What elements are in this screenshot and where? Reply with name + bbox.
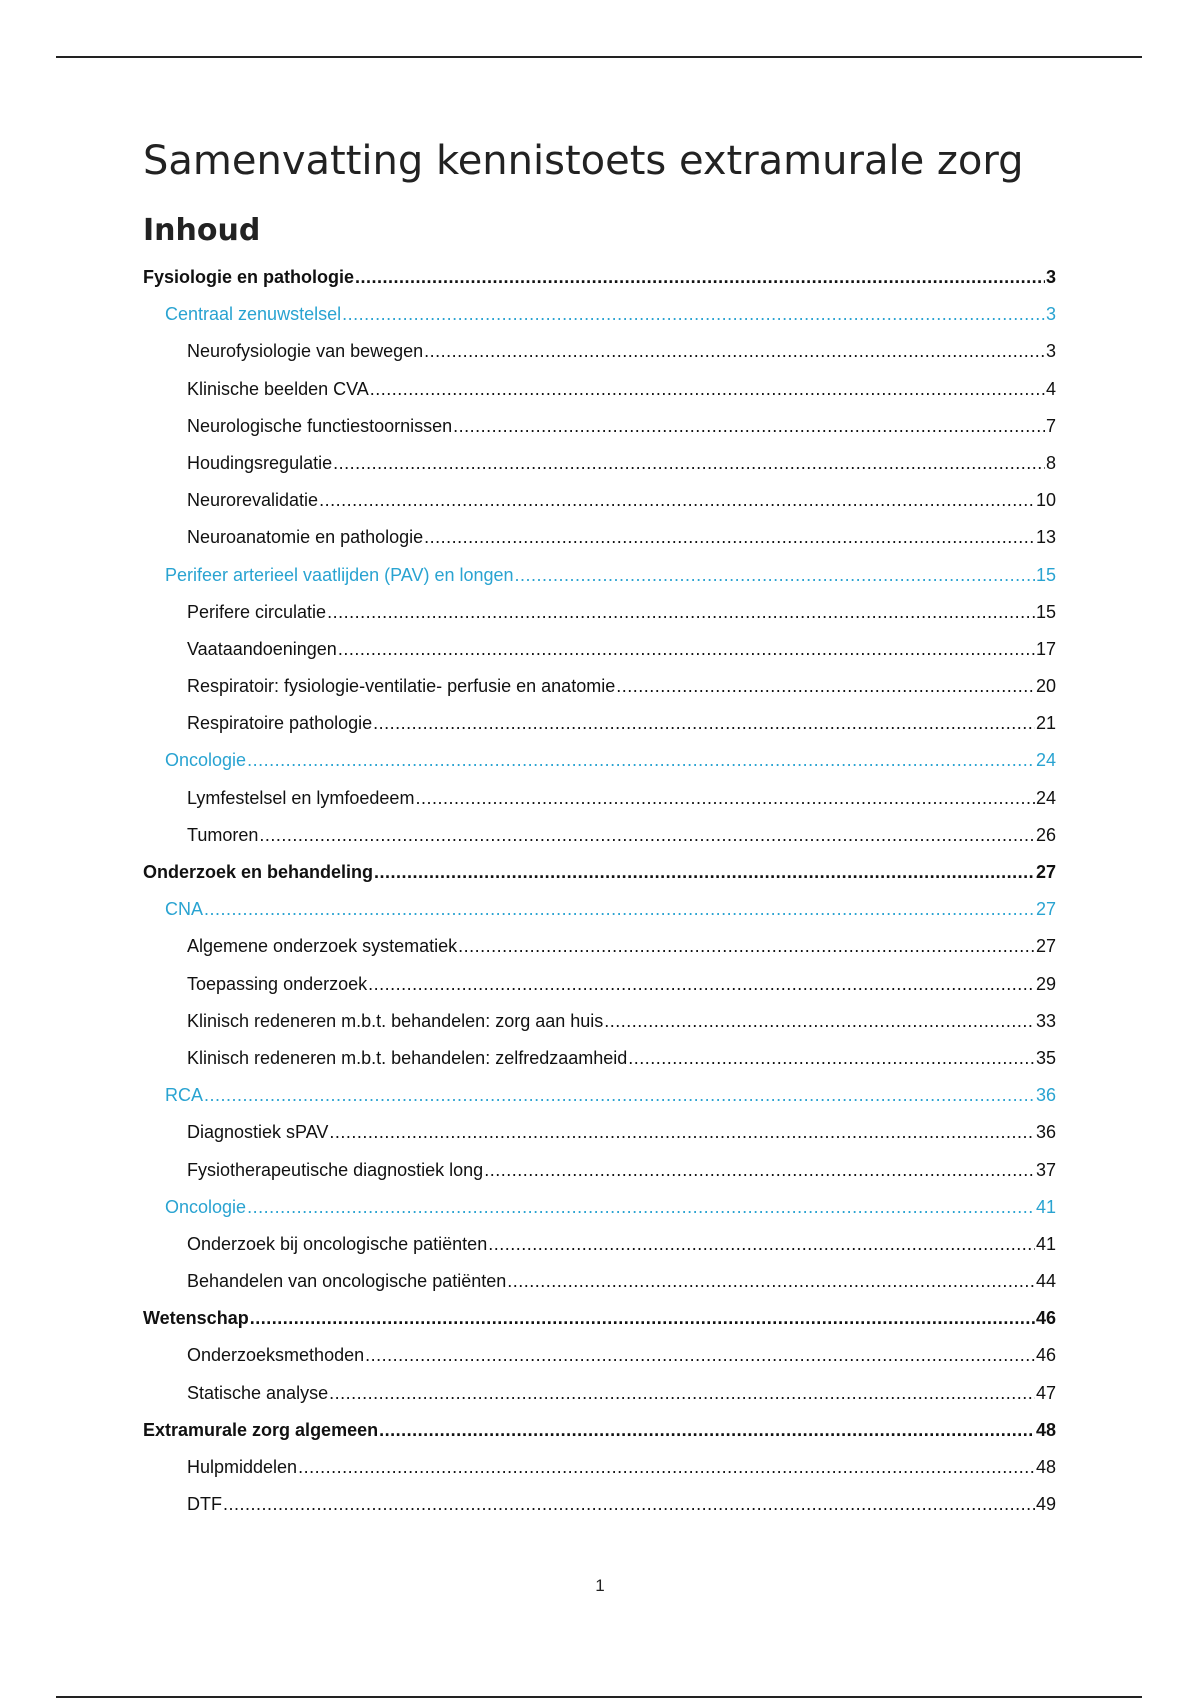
toc-entry-label: Statische analyse bbox=[187, 1382, 329, 1403]
toc-entry-label: Perifeer arterieel vaatlijden (PAV) en longen bbox=[165, 564, 514, 585]
toc-entry-label: Respiratoire pathologie bbox=[187, 713, 373, 734]
toc-dot-leader bbox=[424, 333, 1045, 370]
toc-entry[interactable] bbox=[143, 854, 1056, 891]
toc-entry-page: 26 bbox=[1035, 824, 1056, 845]
toc-entry[interactable] bbox=[143, 333, 1056, 370]
toc-entry-page: 20 bbox=[1035, 676, 1056, 697]
toc-entry[interactable] bbox=[143, 1412, 1056, 1449]
page-number: 1 bbox=[595, 1576, 605, 1595]
toc-entry-page: 48 bbox=[1035, 1419, 1056, 1440]
toc-dot-leader bbox=[329, 1114, 1035, 1151]
toc-entry[interactable] bbox=[143, 1449, 1056, 1486]
toc-entry-page: 15 bbox=[1035, 564, 1056, 585]
toc-entry-page: 21 bbox=[1035, 713, 1056, 734]
toc-dot-leader bbox=[204, 1077, 1035, 1114]
toc-entry-label: Algemene onderzoek systematiek bbox=[187, 936, 458, 957]
toc-entry-label: Hulpmiddelen bbox=[187, 1457, 298, 1477]
toc-entry-label: Klinische beelden CVA bbox=[187, 378, 369, 399]
toc-entry[interactable] bbox=[143, 1152, 1056, 1189]
toc-entry-label: Onderzoeksmethoden bbox=[187, 1345, 365, 1366]
toc-entry-page: 24 bbox=[1035, 750, 1056, 771]
toc-dot-leader bbox=[379, 1412, 1035, 1449]
toc-entry-label: Neurofysiologie van bewegen bbox=[187, 341, 424, 362]
toc-entry-label: RCA bbox=[165, 1085, 204, 1106]
toc-entry[interactable] bbox=[143, 259, 1056, 296]
toc-entry[interactable] bbox=[143, 1003, 1056, 1040]
toc-entry-label: Klinisch redeneren m.b.t. behandelen: zelfredzaamheid bbox=[187, 1047, 628, 1068]
toc-entry-page: 3 bbox=[1045, 304, 1056, 325]
toc-dot-leader bbox=[374, 854, 1035, 891]
toc-entry[interactable] bbox=[143, 594, 1056, 631]
toc-dot-leader bbox=[484, 1152, 1035, 1189]
toc-dot-leader bbox=[453, 408, 1045, 445]
toc-entry-page: 48 bbox=[1035, 1457, 1056, 1477]
toc-entry-label: Houdingsregulatie bbox=[187, 452, 333, 473]
toc-entry[interactable] bbox=[143, 1486, 1056, 1523]
toc-entry-label: Fysiotherapeutische diagnostiek long bbox=[187, 1159, 484, 1180]
toc-entry-label: Diagnostiek sPAV bbox=[187, 1122, 329, 1143]
toc-dot-leader bbox=[247, 742, 1035, 779]
toc-dot-leader bbox=[515, 557, 1035, 594]
toc-entry-page: 46 bbox=[1035, 1345, 1056, 1366]
toc-entry-page: 3 bbox=[1045, 267, 1056, 287]
toc-entry-page: 3 bbox=[1045, 341, 1056, 362]
document-title: Samenvatting kennistoets extramurale zorg bbox=[143, 138, 1024, 184]
toc-dot-leader bbox=[424, 519, 1035, 556]
toc-entry-label: Onderzoek en behandeling bbox=[143, 862, 374, 882]
toc-entry[interactable] bbox=[143, 1337, 1056, 1374]
toc-entry-label: Lymfestelsel en lymfoedeem bbox=[187, 787, 415, 808]
toc-entry[interactable] bbox=[143, 482, 1056, 519]
toc-dot-leader bbox=[507, 1263, 1035, 1300]
toc-entry-page: 37 bbox=[1035, 1159, 1056, 1180]
toc-entry-label: Oncologie bbox=[165, 1196, 247, 1217]
toc-dot-leader bbox=[327, 594, 1035, 631]
toc-entry-page: 35 bbox=[1035, 1047, 1056, 1068]
toc-dot-leader bbox=[616, 668, 1035, 705]
toc-entry[interactable] bbox=[143, 1189, 1056, 1226]
toc-dot-leader bbox=[415, 780, 1035, 817]
toc-entry[interactable] bbox=[143, 1040, 1056, 1077]
toc-entry-page: 27 bbox=[1035, 899, 1056, 920]
toc-entry[interactable] bbox=[143, 1226, 1056, 1263]
toc-entry-label: Perifere circulatie bbox=[187, 601, 327, 622]
toc-dot-leader bbox=[250, 1300, 1035, 1337]
toc-entry-page: 33 bbox=[1035, 1010, 1056, 1031]
toc-entry[interactable] bbox=[143, 780, 1056, 817]
toc-dot-leader bbox=[368, 966, 1035, 1003]
toc-entry-page: 41 bbox=[1035, 1233, 1056, 1254]
toc-dot-leader bbox=[370, 371, 1045, 408]
toc-entry[interactable] bbox=[143, 557, 1056, 594]
toc-heading: Inhoud bbox=[143, 213, 261, 248]
toc-entry[interactable] bbox=[143, 296, 1056, 333]
toc-entry[interactable] bbox=[143, 1263, 1056, 1300]
toc-dot-leader bbox=[488, 1226, 1035, 1263]
toc-entry[interactable] bbox=[143, 928, 1056, 965]
toc-dot-leader bbox=[259, 817, 1035, 854]
toc-entry-page: 49 bbox=[1035, 1494, 1056, 1515]
toc-entry[interactable] bbox=[143, 966, 1056, 1003]
toc-entry[interactable] bbox=[143, 371, 1056, 408]
toc-entry-label: Wetenschap bbox=[143, 1308, 249, 1329]
toc-entry-page: 10 bbox=[1035, 490, 1056, 511]
toc-dot-leader bbox=[319, 482, 1035, 519]
toc-entry[interactable] bbox=[143, 408, 1056, 445]
toc-entry-label: CNA bbox=[165, 899, 204, 920]
toc-entry[interactable] bbox=[143, 817, 1056, 854]
toc-entry[interactable] bbox=[143, 1300, 1056, 1337]
toc-entry-label: DTF bbox=[187, 1494, 222, 1515]
toc-entry[interactable] bbox=[143, 705, 1056, 742]
toc-entry[interactable] bbox=[143, 742, 1056, 779]
toc-entry[interactable] bbox=[143, 445, 1056, 482]
toc-entry-label: Fysiologie en pathologie bbox=[143, 267, 355, 287]
toc-entry-label: Klinisch redeneren m.b.t. behandelen: zorg aan huis bbox=[187, 1010, 604, 1031]
toc-entry-label: Neuroanatomie en pathologie bbox=[187, 527, 424, 548]
footer-rule bbox=[56, 1696, 1142, 1698]
toc-entry[interactable] bbox=[143, 519, 1056, 556]
toc-entry-page: 8 bbox=[1045, 452, 1056, 473]
toc-entry-page: 29 bbox=[1035, 973, 1056, 994]
toc-dot-leader bbox=[365, 1337, 1035, 1374]
toc-dot-leader bbox=[338, 631, 1035, 668]
toc-entry-page: 41 bbox=[1035, 1196, 1056, 1217]
toc-entry-page: 15 bbox=[1035, 601, 1056, 622]
toc-dot-leader bbox=[329, 1375, 1035, 1412]
toc-dot-leader bbox=[333, 445, 1045, 482]
toc-entry-page: 36 bbox=[1035, 1085, 1056, 1106]
toc-dot-leader bbox=[628, 1040, 1035, 1077]
toc-entry-page: 24 bbox=[1035, 787, 1056, 808]
toc-dot-leader bbox=[298, 1449, 1035, 1486]
toc-entry-label: Neurorevalidatie bbox=[187, 490, 319, 511]
toc-dot-leader bbox=[342, 296, 1045, 333]
toc-entry-page: 46 bbox=[1035, 1308, 1056, 1329]
toc-dot-leader bbox=[204, 891, 1035, 928]
toc-entry-label: Oncologie bbox=[165, 750, 247, 771]
toc-entry-page: 27 bbox=[1035, 862, 1056, 882]
table-of-contents bbox=[143, 259, 1056, 1523]
toc-entry[interactable] bbox=[143, 1077, 1056, 1114]
toc-entry-page: 27 bbox=[1035, 936, 1056, 957]
toc-dot-leader bbox=[604, 1003, 1035, 1040]
toc-dot-leader bbox=[247, 1189, 1035, 1226]
toc-entry-label: Vaataandoeningen bbox=[187, 638, 337, 659]
header-rule bbox=[56, 56, 1142, 58]
toc-entry-page: 17 bbox=[1035, 638, 1056, 659]
toc-entry-label: Behandelen van oncologische patiënten bbox=[187, 1271, 507, 1292]
toc-entry[interactable] bbox=[143, 1375, 1056, 1412]
toc-entry-page: 7 bbox=[1045, 415, 1056, 436]
toc-entry-page: 47 bbox=[1035, 1382, 1056, 1403]
toc-entry-page: 4 bbox=[1045, 378, 1056, 399]
toc-entry[interactable] bbox=[143, 631, 1056, 668]
toc-dot-leader bbox=[223, 1486, 1035, 1523]
toc-entry-page: 36 bbox=[1035, 1122, 1056, 1143]
toc-entry[interactable] bbox=[143, 891, 1056, 928]
toc-entry-label: Onderzoek bij oncologische patiënten bbox=[187, 1233, 488, 1254]
toc-dot-leader bbox=[373, 705, 1035, 742]
toc-entry-label: Respiratoir: fysiologie-ventilatie- perfusie en anatomie bbox=[187, 676, 616, 697]
toc-entry-label: Toepassing onderzoek bbox=[187, 973, 368, 994]
toc-entry-label: Neurologische functiestoornissen bbox=[187, 415, 453, 436]
toc-entry[interactable] bbox=[143, 1114, 1056, 1151]
toc-dot-leader bbox=[355, 259, 1045, 296]
toc-entry-label: Tumoren bbox=[187, 824, 259, 845]
toc-entry-label: Extramurale zorg algemeen bbox=[143, 1419, 379, 1440]
toc-entry-page: 44 bbox=[1035, 1271, 1056, 1292]
toc-entry-label: Centraal zenuwstelsel bbox=[165, 304, 342, 325]
toc-entry[interactable] bbox=[143, 668, 1056, 705]
toc-dot-leader bbox=[458, 928, 1035, 965]
toc-entry-page: 13 bbox=[1035, 527, 1056, 548]
